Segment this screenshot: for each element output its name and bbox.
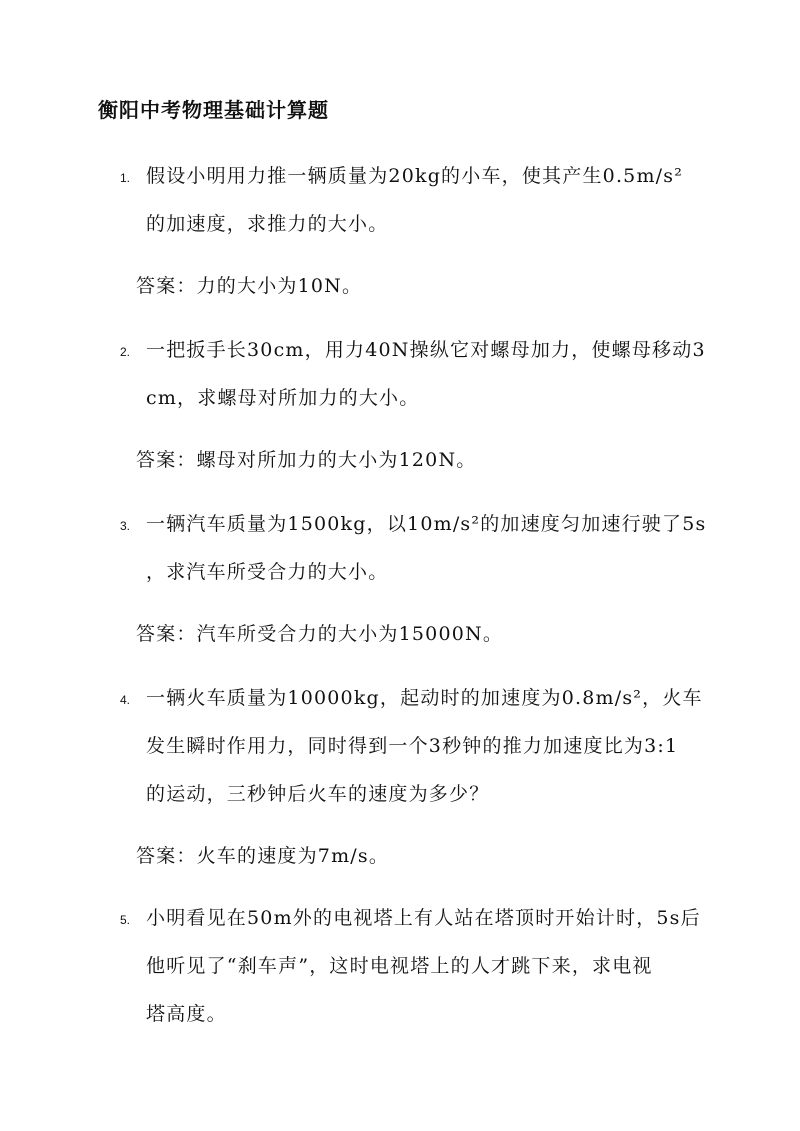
question-text-line: 的加速度，求推力的大小。 bbox=[146, 213, 389, 235]
question-text-line: ，求汽车所受合力的大小。 bbox=[146, 561, 389, 583]
question-number: 1. bbox=[120, 171, 131, 185]
question-text-line: 小明看见在50m外的电视塔上有人站在塔顶时开始计时，5s后 bbox=[146, 907, 701, 929]
document-title: 衡阳中考物理基础计算题 bbox=[98, 98, 329, 122]
answer-text: 答案：力的大小为10N。 bbox=[136, 275, 363, 297]
answer-text: 答案：火车的速度为7m/s。 bbox=[136, 845, 390, 867]
question-text-line: 塔高度。 bbox=[146, 1003, 227, 1025]
question-text-line: 的运动，三秒钟后火车的速度为多少？ bbox=[146, 783, 490, 805]
answer-text: 答案：螺母对所加力的大小为120N。 bbox=[136, 449, 477, 471]
answer-text: 答案：汽车所受合力的大小为15000N。 bbox=[136, 623, 504, 645]
question-text-line: 发生瞬时作用力，同时得到一个3秒钟的推力加速度比为3:1 bbox=[146, 735, 679, 757]
question-number: 3. bbox=[120, 519, 131, 533]
question-number: 4. bbox=[120, 693, 131, 707]
question-text-line: 假设小明用力推一辆质量为20kg的小车，使其产生0.5m/s² bbox=[146, 165, 684, 187]
question-number: 5. bbox=[120, 913, 131, 927]
question-text-line: 一辆汽车质量为1500kg，以10m/s²的加速度匀加速行驶了5s bbox=[146, 513, 707, 535]
question-number: 2. bbox=[120, 345, 131, 359]
question-text-line: 一把扳手长30cm，用力40N操纵它对螺母加力，使螺母移动3 bbox=[146, 339, 706, 361]
question-text-line: cm，求螺母对所加力的大小。 bbox=[146, 387, 420, 409]
question-text-line: 他听见了“刹车声”，这时电视塔上的人才跳下来，求电视 bbox=[146, 955, 653, 977]
question-text-line: 一辆火车质量为10000kg，起动时的加速度为0.8m/s²，火车 bbox=[146, 687, 703, 709]
